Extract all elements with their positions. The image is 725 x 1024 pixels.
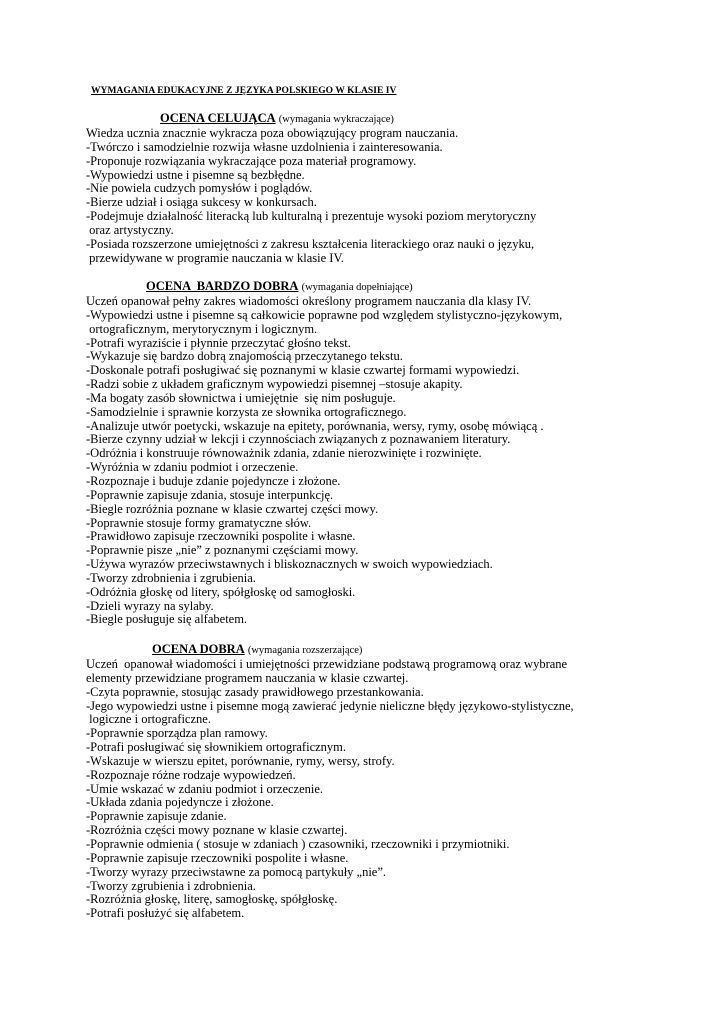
requirement-line: -Analizuje utwór poetycki, wskazuje na epitety, porównania, wersy, rymy, osobę mówiącą . xyxy=(86,418,544,433)
requirement-line: przewidywane w programie nauczania w klasie IV. xyxy=(86,250,345,265)
requirement-line: logiczne i ortograficzne. xyxy=(86,712,211,727)
requirement-line: -Odróżnia i konstruuje równoważnik zdania, zdanie nierozwinięte i rozwinięte. xyxy=(86,446,482,461)
requirement-line: -Poprawnie zapisuje zdania, stosuje interpunkcję. xyxy=(86,487,334,502)
requirements-list xyxy=(86,127,536,265)
requirement-line: -Biegle posługuje się alfabetem. xyxy=(86,612,248,627)
requirement-line: -Radzi sobie z układem graficznym wypowiedzi pisemnej –stosuje akapity. xyxy=(86,377,463,392)
requirement-line: -Odróżnia głoskę od litery, spółgłoskę od samogłoski. xyxy=(86,584,356,599)
requirement-line: -Tworzy zgrubienia i zdrobnienia. xyxy=(86,878,256,893)
requirement-line: -Dzieli wyrazy na sylaby. xyxy=(86,598,214,613)
requirement-line: Wiedza ucznia znacznie wykracza poza obowiązujący program nauczania. xyxy=(86,126,459,140)
requirement-line: -Biegle rozróżnia poznane w klasie czwartej części mowy. xyxy=(86,501,379,516)
requirement-label: (wymagania dopełniające) xyxy=(301,282,413,293)
requirement-line: -Wykazuje się bardzo dobrą znajomością przeczytanego tekstu. xyxy=(86,349,403,364)
requirement-line: -Poprawnie sporządza plan ramowy. xyxy=(86,726,268,741)
requirement-line: -Samodzielnie i sprawnie korzysta ze słownika ortograficznego. xyxy=(86,404,407,419)
requirement-line: -Potrafi wyraziście i płynnie przeczytać głośno tekst. xyxy=(86,335,351,350)
requirement-line: -Prawidłowo zapisuje rzeczowniki pospolite i własne. xyxy=(86,529,356,544)
requirement-line: -Nie powiela cudzych pomysłów i poglądów. xyxy=(86,181,313,196)
requirement-label: (wymagania rozszerzające) xyxy=(247,645,363,656)
requirement-line: -Tworzy wyrazy przeciwstawne za pomocą partykuły „nie”. xyxy=(86,864,387,879)
requirement-line: -Poprawnie pisze „nie” z poznanymi częściami mowy. xyxy=(86,543,359,558)
requirement-line: -Poprawnie stosuje formy gramatyczne słów. xyxy=(86,515,312,530)
grade-title: OCENA DOBRA xyxy=(152,642,245,656)
section-dobra xyxy=(86,642,574,921)
grade-title: OCENA CELUJĄCA xyxy=(160,111,276,125)
section-heading xyxy=(86,279,562,295)
requirement-line: -Ma bogaty zasób słownictwa i umiejętnie się nim posługuje. xyxy=(86,390,396,405)
requirement-line: -Poprawnie zapisuje zdanie. xyxy=(86,809,227,824)
section-heading xyxy=(86,642,574,658)
requirement-line: -Tworzy zdrobnienia i zgrubienia. xyxy=(86,570,256,585)
requirement-line: elementy przewidziane programem nauczania w klasie czwartej. xyxy=(86,670,409,685)
section-bardzo-dobra xyxy=(86,279,562,627)
requirement-line: -Wyróżnia w zdaniu podmiot i orzeczenie. xyxy=(86,460,299,475)
requirement-line: -Umie wskazać w zdaniu podmiot i orzeczenie. xyxy=(86,781,324,796)
section-celujaca xyxy=(86,111,536,265)
requirement-line: Uczeń opanował pełny zakres wiadomości określony programem nauczania dla klasy IV. xyxy=(86,294,532,308)
requirement-label: (wymagania wykraczające) xyxy=(278,114,394,125)
requirement-line: -Rozróżnia głoskę, literę, samogłoskę, spółgłoskę. xyxy=(86,892,338,907)
requirement-line: -Posiada rozszerzone umiejętności z zakresu kształcenia literackiego oraz nauki o języku, xyxy=(86,236,535,251)
requirement-line: -Rozpoznaje różne rodzaje wypowiedzeń. xyxy=(86,767,296,782)
requirement-line: -Potrafi posłużyć się alfabetem. xyxy=(86,906,245,921)
requirement-line: -Bierze czynny udział w lekcji i czynnościach związanych z poznawaniem literatury. xyxy=(86,432,511,447)
requirement-line: -Wskazuje w wierszu epitet, porównanie, rymy, wersy, strofy. xyxy=(86,753,395,768)
requirement-line: -Czyta poprawnie, stosując zasady prawidłowego przestankowania. xyxy=(86,684,424,699)
requirement-line: -Potrafi posługiwać się słownikiem ortograficznym. xyxy=(86,740,347,755)
requirement-line: -Proponuje rozwiązania wykraczające poza materiał programowy. xyxy=(86,153,417,168)
requirement-line: -Wypowiedzi ustne i pisemne są całkowicie poprawne pod względem stylistyczno-językowym, xyxy=(86,307,563,322)
requirement-line: -Rozróżnia części mowy poznane w klasie czwartej. xyxy=(86,823,348,838)
requirement-line: -Używa wyrazów przeciwstawnych i bliskoznacznych w swoich wypowiedziach. xyxy=(86,557,493,572)
requirement-line: -Jego wypowiedzi ustne i pisemne mogą zawierać jedynie nieliczne błędy językowo-stylistyczne, xyxy=(86,698,574,713)
requirement-line: -Rozpoznaje i buduje zdanie pojedyncze i złożone. xyxy=(86,473,341,488)
grade-title: OCENA BARDZO DOBRA xyxy=(146,279,299,293)
requirement-line: -Poprawnie odmienia ( stosuje w zdaniach ) czasowniki, rzeczowniki i przymiotniki. xyxy=(86,836,510,851)
requirement-line: -Poprawnie zapisuje rzeczowniki pospolite i własne. xyxy=(86,850,349,865)
requirements-list xyxy=(86,295,562,627)
requirement-line: -Doskonale potrafi posługiwać się poznanymi w klasie czwartej formami wypowiedzi. xyxy=(86,363,520,378)
section-heading xyxy=(86,111,536,127)
requirement-line: ortograficznym, merytorycznym i logicznym. xyxy=(86,321,318,336)
document-title: WYMAGANIA EDUKACYJNE Z JĘZYKA POLSKIEGO W KLASIE IV xyxy=(91,86,397,96)
requirement-line: -Twórczo i samodzielnie rozwija własne uzdolnienia i zainteresowania. xyxy=(86,139,443,154)
requirement-line: -Podejmuje działalność literacką lub kulturalną i prezentuje wysoki poziom merytoryczny xyxy=(86,209,537,224)
requirement-line: -Wypowiedzi ustne i pisemne są bezbłędne. xyxy=(86,167,305,182)
requirement-line: Uczeń opanował wiadomości i umiejętności przewidziane podstawą programową oraz wybrane xyxy=(86,657,568,671)
requirement-line: oraz artystyczny. xyxy=(86,222,174,237)
requirement-line: -Układa zdania pojedyncze i złożone. xyxy=(86,795,274,810)
requirement-line: -Bierze udział i osiąga sukcesy w konkursach. xyxy=(86,195,317,210)
requirements-list xyxy=(86,658,574,921)
